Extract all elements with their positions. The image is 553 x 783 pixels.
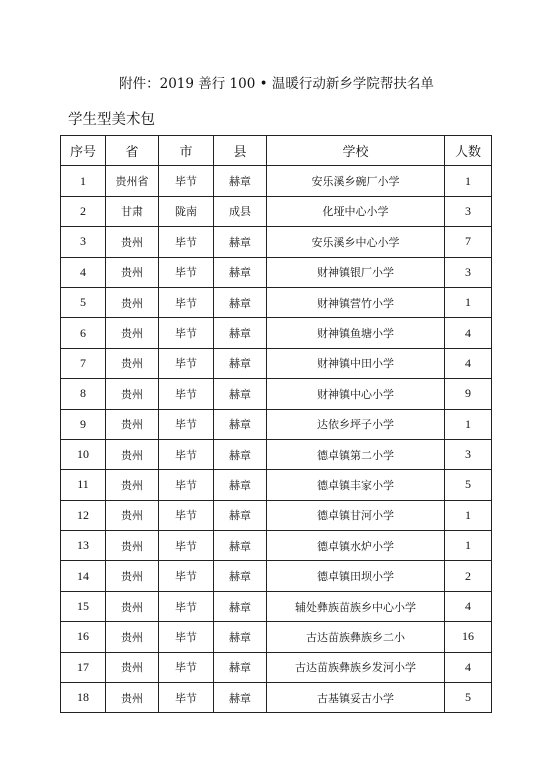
cell-index: 2 bbox=[61, 196, 106, 226]
cell-city: 毕节 bbox=[159, 227, 214, 257]
cell-province: 贵州 bbox=[106, 683, 159, 713]
cell-school: 达依乡坪子小学 bbox=[267, 409, 445, 439]
cell-county: 赫章 bbox=[214, 257, 267, 287]
cell-city: 陇南 bbox=[159, 196, 214, 226]
cell-count: 1 bbox=[445, 531, 492, 561]
cell-count: 1 bbox=[445, 287, 492, 317]
cell-school: 德卓镇第二小学 bbox=[267, 439, 445, 469]
cell-count: 3 bbox=[445, 439, 492, 469]
cell-school: 安乐溪乡中心小学 bbox=[267, 227, 445, 257]
header-count: 人数 bbox=[445, 136, 492, 166]
table-row bbox=[61, 652, 492, 682]
cell-county: 赫章 bbox=[214, 591, 267, 621]
table-row bbox=[61, 196, 492, 226]
cell-count: 5 bbox=[445, 683, 492, 713]
cell-index: 5 bbox=[61, 287, 106, 317]
cell-city: 毕节 bbox=[159, 166, 214, 196]
cell-count: 4 bbox=[445, 652, 492, 682]
header-county: 县 bbox=[214, 136, 267, 166]
table-row bbox=[61, 287, 492, 317]
cell-index: 15 bbox=[61, 591, 106, 621]
cell-province: 贵州 bbox=[106, 348, 159, 378]
cell-school: 德卓镇甘河小学 bbox=[267, 500, 445, 530]
cell-index: 11 bbox=[61, 470, 106, 500]
table-row bbox=[61, 318, 492, 348]
cell-province: 贵州 bbox=[106, 622, 159, 652]
cell-count: 7 bbox=[445, 227, 492, 257]
table-row bbox=[61, 227, 492, 257]
cell-city: 毕节 bbox=[159, 531, 214, 561]
cell-city: 毕节 bbox=[159, 439, 214, 469]
cell-school: 古达苗族彝族乡发河小学 bbox=[267, 652, 445, 682]
cell-count: 1 bbox=[445, 166, 492, 196]
cell-province: 贵州 bbox=[106, 257, 159, 287]
table-row bbox=[61, 531, 492, 561]
cell-count: 1 bbox=[445, 409, 492, 439]
cell-index: 6 bbox=[61, 318, 106, 348]
cell-province: 贵州 bbox=[106, 531, 159, 561]
cell-city: 毕节 bbox=[159, 652, 214, 682]
cell-index: 9 bbox=[61, 409, 106, 439]
cell-index: 8 bbox=[61, 379, 106, 409]
cell-county: 赫章 bbox=[214, 318, 267, 348]
cell-city: 毕节 bbox=[159, 379, 214, 409]
cell-county: 赫章 bbox=[214, 652, 267, 682]
cell-school: 安乐溪乡碗厂小学 bbox=[267, 166, 445, 196]
cell-school: 财神镇中心小学 bbox=[267, 379, 445, 409]
cell-index: 18 bbox=[61, 683, 106, 713]
cell-province: 贵州 bbox=[106, 318, 159, 348]
cell-city: 毕节 bbox=[159, 683, 214, 713]
cell-county: 赫章 bbox=[214, 287, 267, 317]
cell-index: 12 bbox=[61, 500, 106, 530]
cell-county: 赫章 bbox=[214, 409, 267, 439]
table-row bbox=[61, 622, 492, 652]
cell-school: 财神镇营竹小学 bbox=[267, 287, 445, 317]
cell-school: 财神镇鱼塘小学 bbox=[267, 318, 445, 348]
cell-county: 赫章 bbox=[214, 683, 267, 713]
table-row bbox=[61, 500, 492, 530]
cell-school: 德卓镇田坝小学 bbox=[267, 561, 445, 591]
table-row bbox=[61, 439, 492, 469]
table-row bbox=[61, 348, 492, 378]
cell-city: 毕节 bbox=[159, 257, 214, 287]
cell-count: 3 bbox=[445, 257, 492, 287]
cell-index: 7 bbox=[61, 348, 106, 378]
cell-city: 毕节 bbox=[159, 622, 214, 652]
table-row bbox=[61, 257, 492, 287]
cell-index: 4 bbox=[61, 257, 106, 287]
cell-count: 9 bbox=[445, 379, 492, 409]
cell-index: 13 bbox=[61, 531, 106, 561]
cell-city: 毕节 bbox=[159, 591, 214, 621]
cell-index: 14 bbox=[61, 561, 106, 591]
cell-province: 贵州 bbox=[106, 287, 159, 317]
header-province: 省 bbox=[106, 136, 159, 166]
cell-school: 古基镇妥古小学 bbox=[267, 683, 445, 713]
cell-school: 德卓镇丰家小学 bbox=[267, 470, 445, 500]
table-row bbox=[61, 409, 492, 439]
cell-school: 化垭中心小学 bbox=[267, 196, 445, 226]
cell-province: 贵州 bbox=[106, 652, 159, 682]
cell-county: 赫章 bbox=[214, 379, 267, 409]
cell-county: 赫章 bbox=[214, 227, 267, 257]
cell-county: 赫章 bbox=[214, 166, 267, 196]
cell-count: 3 bbox=[445, 196, 492, 226]
cell-city: 毕节 bbox=[159, 561, 214, 591]
cell-index: 1 bbox=[61, 166, 106, 196]
table-row bbox=[61, 470, 492, 500]
cell-city: 毕节 bbox=[159, 500, 214, 530]
cell-county: 赫章 bbox=[214, 531, 267, 561]
document-title: 附件：2019 善行 100 • 温暖行动新乡学院帮扶名单 bbox=[119, 76, 434, 92]
cell-school: 德卓镇水炉小学 bbox=[267, 531, 445, 561]
cell-city: 毕节 bbox=[159, 287, 214, 317]
cell-province: 甘肃 bbox=[106, 196, 159, 226]
cell-city: 毕节 bbox=[159, 348, 214, 378]
cell-index: 3 bbox=[61, 227, 106, 257]
cell-count: 4 bbox=[445, 318, 492, 348]
cell-province: 贵州 bbox=[106, 591, 159, 621]
cell-count: 4 bbox=[445, 348, 492, 378]
cell-province: 贵州 bbox=[106, 379, 159, 409]
cell-province: 贵州 bbox=[106, 561, 159, 591]
cell-count: 16 bbox=[445, 622, 492, 652]
table-row bbox=[61, 379, 492, 409]
table-header-row bbox=[61, 136, 492, 166]
cell-county: 赫章 bbox=[214, 439, 267, 469]
cell-province: 贵州省 bbox=[106, 166, 159, 196]
header-city: 市 bbox=[159, 136, 214, 166]
cell-province: 贵州 bbox=[106, 409, 159, 439]
cell-county: 赫章 bbox=[214, 348, 267, 378]
cell-school: 辅处彝族苗族乡中心小学 bbox=[267, 591, 445, 621]
cell-count: 4 bbox=[445, 591, 492, 621]
cell-province: 贵州 bbox=[106, 500, 159, 530]
cell-province: 贵州 bbox=[106, 439, 159, 469]
cell-city: 毕节 bbox=[159, 470, 214, 500]
cell-school: 财神镇中田小学 bbox=[267, 348, 445, 378]
cell-school: 古达苗族彝族乡二小 bbox=[267, 622, 445, 652]
table-row bbox=[61, 683, 492, 713]
cell-count: 1 bbox=[445, 500, 492, 530]
cell-county: 赫章 bbox=[214, 500, 267, 530]
cell-county: 赫章 bbox=[214, 622, 267, 652]
cell-county: 赫章 bbox=[214, 470, 267, 500]
cell-index: 10 bbox=[61, 439, 106, 469]
header-school: 学校 bbox=[267, 136, 445, 166]
cell-city: 毕节 bbox=[159, 409, 214, 439]
cell-count: 5 bbox=[445, 470, 492, 500]
cell-province: 贵州 bbox=[106, 227, 159, 257]
table-row bbox=[61, 166, 492, 196]
cell-index: 16 bbox=[61, 622, 106, 652]
cell-school: 财神镇银厂小学 bbox=[267, 257, 445, 287]
header-index: 序号 bbox=[61, 136, 106, 166]
cell-county: 成县 bbox=[214, 196, 267, 226]
cell-county: 赫章 bbox=[214, 561, 267, 591]
cell-index: 17 bbox=[61, 652, 106, 682]
cell-city: 毕节 bbox=[159, 318, 214, 348]
table-row bbox=[61, 561, 492, 591]
cell-count: 2 bbox=[445, 561, 492, 591]
cell-province: 贵州 bbox=[106, 470, 159, 500]
recipient-table bbox=[60, 135, 492, 713]
section-subtitle: 学生型美术包 bbox=[68, 112, 155, 128]
table-row bbox=[61, 591, 492, 621]
